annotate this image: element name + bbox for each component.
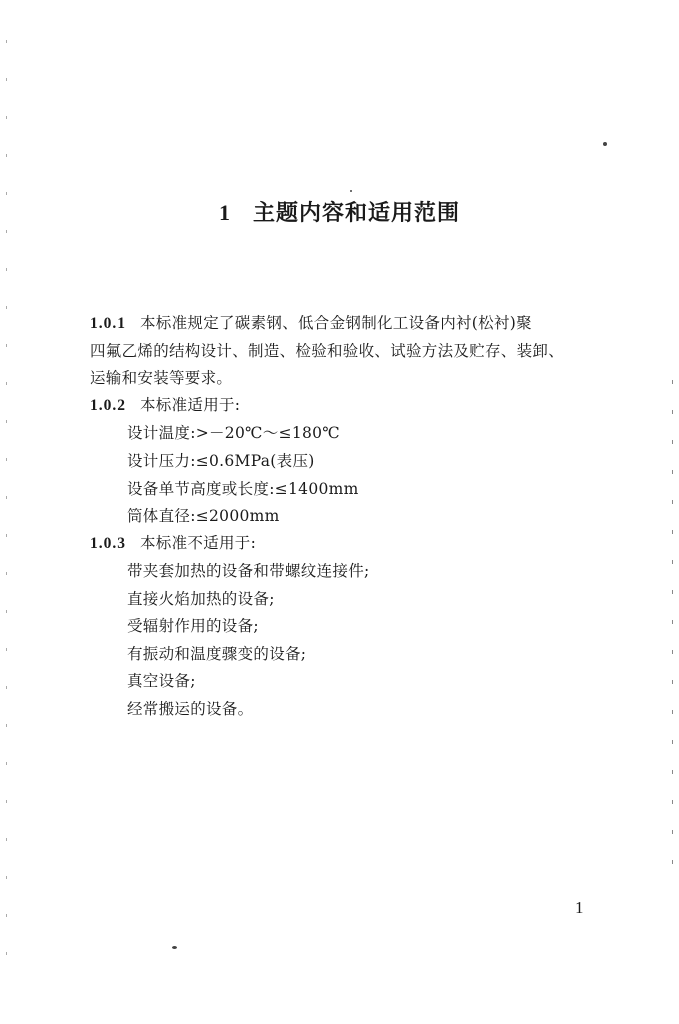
chapter-title [0, 196, 679, 227]
clause-3-heading [90, 532, 256, 555]
list-item: 设计温度:>－20℃～≤180℃ [127, 424, 340, 442]
scan-speck [603, 142, 607, 146]
clause-number: 1.0.3 [90, 535, 126, 552]
clause-number: 1.0.1 [90, 315, 126, 332]
list-item: 带夹套加热的设备和带螺纹连接件; [127, 562, 370, 580]
clause-1-line-1 [90, 312, 532, 335]
list-item: 直接火焰加热的设备; [127, 590, 275, 608]
page-number: 1 [575, 898, 584, 917]
scan-edge-left [6, 40, 7, 980]
list-item: 真空设备; [127, 672, 196, 690]
clause-number: 1.0.2 [90, 397, 126, 414]
list-item: 受辐射作用的设备; [127, 617, 259, 635]
list-item: 经常搬运的设备。 [127, 700, 254, 718]
list-item: 设计压力:≤0.6MPa(表压) [127, 452, 315, 470]
clause-1-line-2: 四氟乙烯的结构设计、制造、检验和验收、试验方法及贮存、装卸、 [90, 342, 565, 360]
scan-speck [350, 190, 352, 192]
clause-heading: 本标准适用于: [140, 396, 241, 414]
chapter-number: 1 [218, 200, 231, 225]
scan-edge-right [672, 380, 673, 880]
clause-heading: 本标准不适用于: [140, 534, 257, 552]
clause-2-heading [90, 394, 240, 417]
scan-speck [172, 946, 177, 949]
chapter-title-text: 主题内容和适用范围 [252, 201, 460, 226]
list-item: 有振动和温度骤变的设备; [127, 645, 307, 663]
clause-text: 本标准规定了碳素钢、低合金钢制化工设备内衬(松衬)聚 [140, 314, 532, 332]
clause-1-line-3: 运输和安装等要求。 [90, 369, 233, 387]
list-item: 设备单节高度或长度:≤1400mm [127, 480, 359, 498]
list-item: 筒体直径:≤2000mm [127, 507, 280, 525]
